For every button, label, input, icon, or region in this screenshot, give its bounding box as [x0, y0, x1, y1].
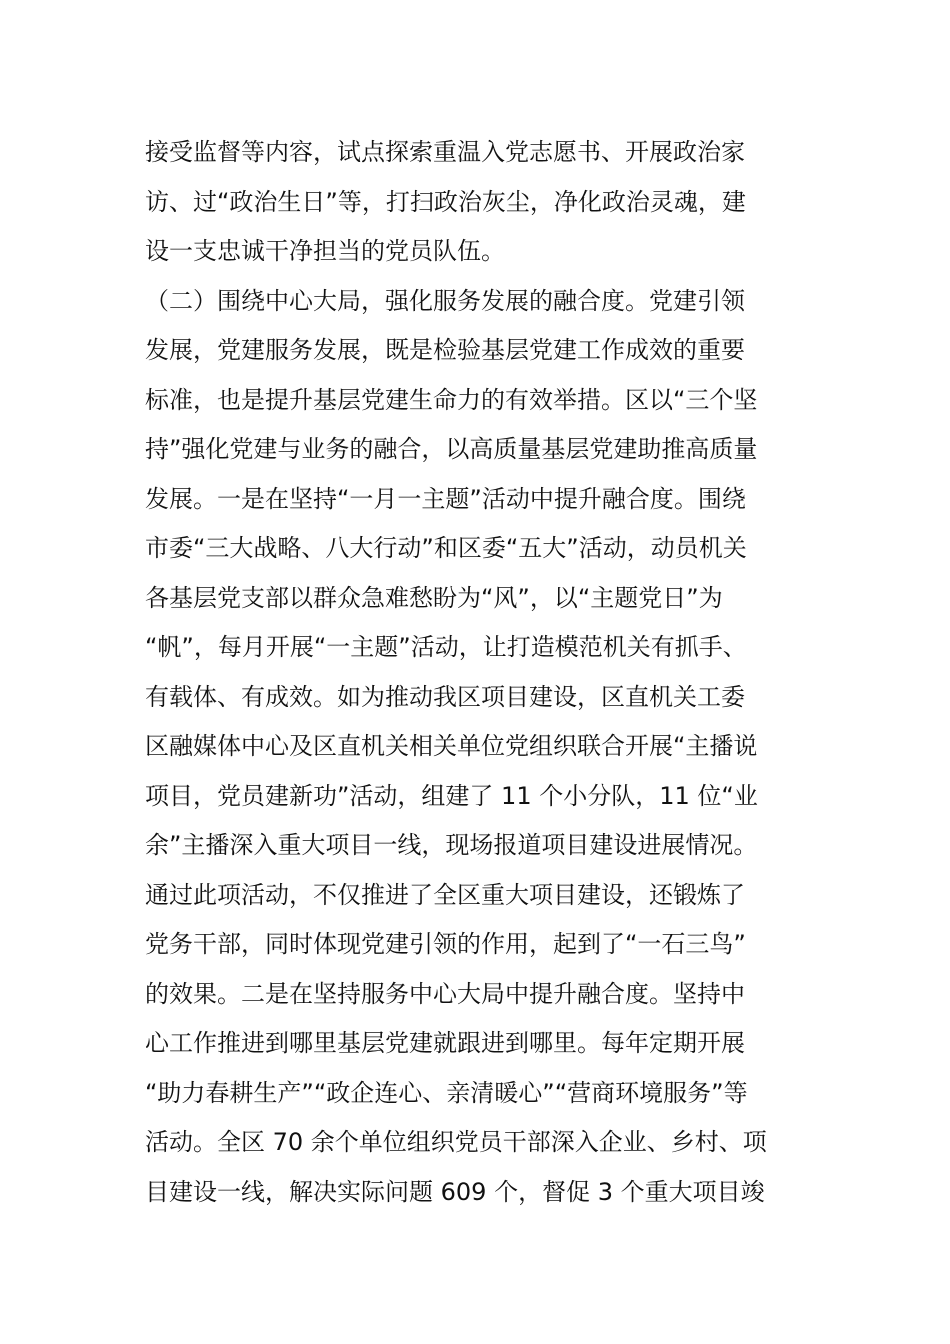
text-line-5: 发展，党建服务发展，既是检验基层党建工作成效的重要 [145, 336, 745, 364]
text-line-12: 有载体、有成效。如为推动我区项目建设，区直机关工委 [145, 682, 745, 711]
text-line-15: 余”主播深入重大项目一线，现场报道项目建设进展情况。 [145, 831, 758, 859]
section-heading-line: （二）围绕中心大局，强化服务发展的融合度。党建引领 [145, 286, 745, 315]
text-line-18: 的效果。二是在坚持服务中心大局中提升融合度。坚持中 [145, 979, 745, 1008]
text-line-2: 访、过“政治生日”等，打扫政治灰尘，净化政治灵魂，建 [145, 187, 746, 216]
text-line-22: 目建设一线，解决实际问题 609 个，督促 3 个重大项目竣 [145, 1177, 765, 1206]
text-line-8: 发展。一是在坚持“一月一主题”活动中提升融合度。围绕 [145, 484, 746, 513]
text-line-1: 接受监督等内容，试点探索重温入党志愿书、开展政治家 [145, 138, 745, 166]
text-line-7: 持”强化党建与业务的融合，以高质量基层党建助推高质量 [145, 435, 758, 463]
text-line-19: 心工作推进到哪里基层党建就跟进到哪里。每年定期开展 [145, 1029, 745, 1057]
text-line-11: “帆”，每月开展“一主题”活动，让打造模范机关有抓手、 [145, 633, 747, 661]
text-line-9: 市委“三大战略、八大行动”和区委“五大”活动，动员机关 [145, 534, 747, 562]
text-line-21: 活动。全区 70 余个单位组织党员干部深入企业、乡村、项 [145, 1128, 767, 1156]
body-text [145, 128, 825, 1217]
text-line-3: 设一支忠诚干净担当的党员队伍。 [145, 237, 505, 265]
text-line-17: 党务干部，同时体现党建引领的作用，起到了“一石三鸟” [145, 930, 746, 958]
text-line-6: 标准，也是提升基层党建生命力的有效举措。区以“三个坚 [145, 385, 758, 414]
text-line-14: 项目，党员建新功”活动，组建了 11 个小分队，11 位“业 [145, 781, 758, 810]
text-line-20: “助力春耕生产”“政企连心、亲清暖心”“营商环境服务”等 [145, 1078, 748, 1107]
text-line-16: 通过此项活动，不仅推进了全区重大项目建设，还锻炼了 [145, 880, 745, 909]
text-line-13: 区融媒体中心及区直机关相关单位党组织联合开展“主播说 [145, 732, 758, 760]
text-line-10: 各基层党支部以群众急难愁盼为“风”，以“主题党日”为 [145, 583, 723, 612]
